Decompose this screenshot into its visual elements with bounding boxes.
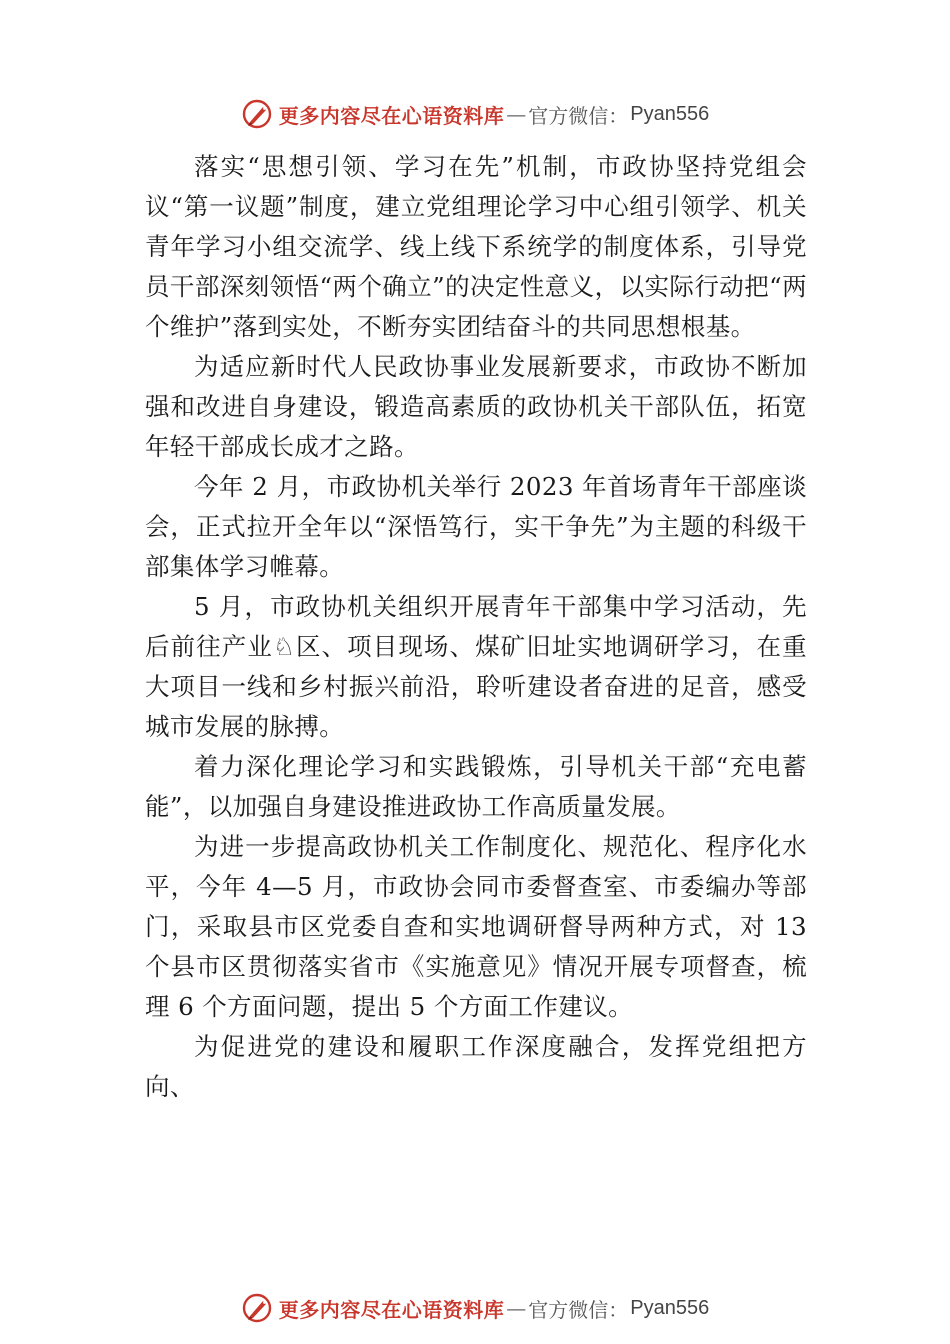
paragraph: 为进一步提高政协机关工作制度化、规范化、程序化水平，今年 4—5 月，市政协会同市委督查室、市委编办等部门，采取县市区党委自查和实地调研督导两种方式，对 13 个县市区贯彻落实省市《实施意见》情况开展专项督查，梳理 6 个方面问题，提出 5 个方面工作建议。: [145, 832, 807, 1021]
banner-brand-text: 更多内容尽在心语资料库: [278, 1297, 505, 1322]
pen-logo-icon: [241, 1292, 273, 1324]
paragraph: 5 月，市政协机关组织开展青年干部集中学习活动，先后前往产业♘区、项目现场、煤矿旧址实地调研学习，在重大项目一线和乡村振兴前沿，聆听建设者奋进的足音，感受城市发展的脉搏。: [145, 592, 807, 741]
banner-wechat-label: 官方微信：: [528, 1297, 629, 1322]
paragraph: 今年 2 月，市政协机关举行 2023 年首场青年干部座谈会，正式拉开全年以“深悟笃行，实干争先”为主题的科级干部集体学习帷幕。: [145, 472, 807, 581]
banner-wechat-id: Pyan556: [630, 102, 710, 125]
banner-separator: —: [506, 1296, 527, 1320]
pen-logo-icon: [241, 98, 273, 130]
paragraph: 为适应新时代人民政协事业发展新要求，市政协不断加强和改进自身建设，锻造高素质的政协机关干部队伍，拓宽年轻干部成长成才之路。: [145, 352, 807, 461]
paragraph: 落实“思想引领、学习在先”机制，市政协坚持党组会议“第一议题”制度，建立党组理论学习中心组引领学、机关青年学习小组交流学、线上线下系统学的制度体系，引导党员干部深刻领悟“两个确立”的决定性意义，以实际行动把“两个维护”落到实处，不断夯实团结奋斗的共同思想根基。: [145, 152, 807, 341]
paragraph: 着力深化理论学习和实践锻炼，引导机关干部“充电蓄能”，以加强自身建设推进政协工作高质量发展。: [145, 752, 807, 821]
banner-wechat-id: Pyan556: [630, 1296, 710, 1319]
banner-wechat-label: 官方微信：: [528, 103, 629, 128]
document-body: [145, 147, 807, 1107]
footer-banner: [0, 1288, 950, 1328]
banner-separator: —: [506, 102, 527, 126]
banner-brand-text: 更多内容尽在心语资料库: [278, 103, 505, 128]
paragraph: 为促进党的建设和履职工作深度融合，发挥党组把方向、: [145, 1032, 807, 1101]
header-banner: [0, 94, 950, 134]
